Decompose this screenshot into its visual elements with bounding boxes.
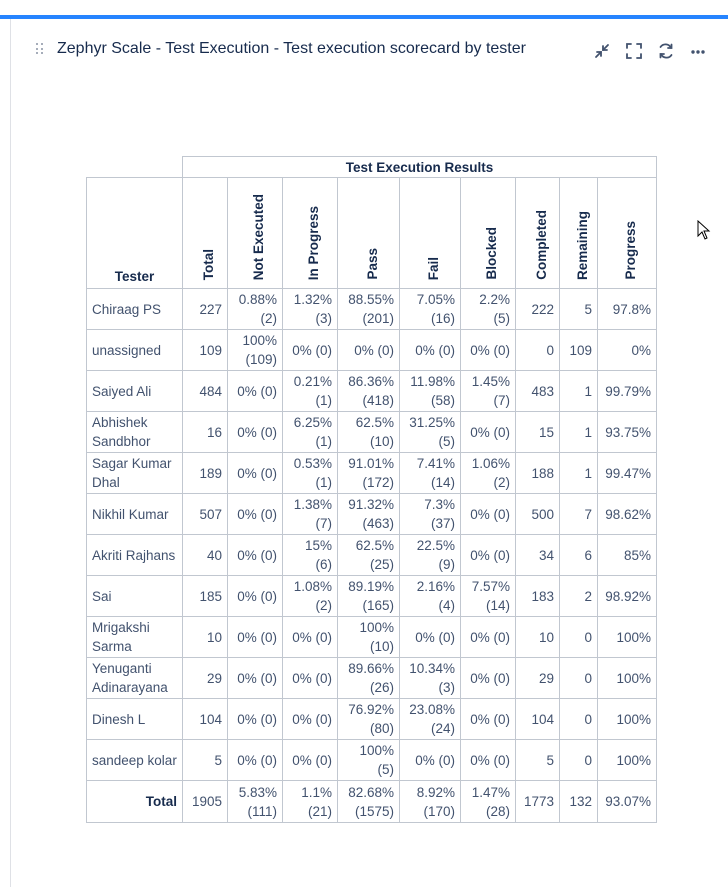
cell-remaining: 132 bbox=[560, 781, 598, 823]
cell-pass: 88.55% (201) bbox=[338, 289, 400, 330]
cell-progress: 100% bbox=[598, 658, 657, 699]
table-row bbox=[87, 699, 657, 740]
table-row bbox=[87, 740, 657, 781]
table-body bbox=[87, 289, 657, 823]
cell-progress: 0% bbox=[598, 330, 657, 371]
cell-remaining: 0 bbox=[560, 658, 598, 699]
cell-in-progress: 0% (0) bbox=[283, 740, 338, 781]
cell-completed: 188 bbox=[516, 453, 560, 494]
cell-remaining: 109 bbox=[560, 330, 598, 371]
cell-not-executed: 5.83% (111) bbox=[228, 781, 283, 823]
refresh-icon[interactable] bbox=[656, 41, 676, 61]
table-row bbox=[87, 494, 657, 535]
cell-tester: Sagar Kumar Dhal bbox=[87, 453, 183, 494]
cell-completed: 104 bbox=[516, 699, 560, 740]
cell-blocked: 2.2% (5) bbox=[461, 289, 516, 330]
collapse-icon[interactable] bbox=[592, 41, 612, 61]
cell-tester: Sai bbox=[87, 576, 183, 617]
cell-fail: 22.5% (9) bbox=[400, 535, 461, 576]
cell-progress: 98.62% bbox=[598, 494, 657, 535]
col-header-blocked: Blocked bbox=[461, 178, 516, 289]
cell-total: 484 bbox=[183, 371, 228, 412]
cell-progress: 85% bbox=[598, 535, 657, 576]
cell-tester: Abhishek Sandbhor bbox=[87, 412, 183, 453]
cell-pass: 86.36% (418) bbox=[338, 371, 400, 412]
cell-fail: 31.25% (5) bbox=[400, 412, 461, 453]
cell-remaining: 0 bbox=[560, 740, 598, 781]
cell-not-executed: 100% (109) bbox=[228, 330, 283, 371]
cell-fail: 0% (0) bbox=[400, 330, 461, 371]
cell-not-executed: 0% (0) bbox=[228, 699, 283, 740]
cell-fail: 2.16% (4) bbox=[400, 576, 461, 617]
cell-not-executed: 0% (0) bbox=[228, 453, 283, 494]
cell-completed: 29 bbox=[516, 658, 560, 699]
col-header-total: Total bbox=[183, 178, 228, 289]
cell-completed: 483 bbox=[516, 371, 560, 412]
cell-in-progress: 1.32% (3) bbox=[283, 289, 338, 330]
cell-blocked: 0% (0) bbox=[461, 412, 516, 453]
table-row bbox=[87, 453, 657, 494]
cell-fail: 7.3% (37) bbox=[400, 494, 461, 535]
cell-completed: 500 bbox=[516, 494, 560, 535]
cell-tester: Saiyed Ali bbox=[87, 371, 183, 412]
cell-completed: 183 bbox=[516, 576, 560, 617]
cell-pass: 91.01% (172) bbox=[338, 453, 400, 494]
cell-remaining: 1 bbox=[560, 453, 598, 494]
col-header-tester: Tester bbox=[87, 178, 183, 289]
cell-fail: 7.41% (14) bbox=[400, 453, 461, 494]
cell-not-executed: 0.88% (2) bbox=[228, 289, 283, 330]
cell-fail: 11.98% (58) bbox=[400, 371, 461, 412]
mouse-cursor-icon bbox=[697, 220, 711, 240]
cell-fail: 0% (0) bbox=[400, 617, 461, 658]
cell-blocked: 0% (0) bbox=[461, 494, 516, 535]
cell-pass: 0% (0) bbox=[338, 330, 400, 371]
cell-blocked: 0% (0) bbox=[461, 699, 516, 740]
cell-not-executed: 0% (0) bbox=[228, 371, 283, 412]
cell-total: 109 bbox=[183, 330, 228, 371]
cell-blocked: 1.06% (2) bbox=[461, 453, 516, 494]
cell-total: 10 bbox=[183, 617, 228, 658]
cell-not-executed: 0% (0) bbox=[228, 740, 283, 781]
cell-blocked: 0% (0) bbox=[461, 658, 516, 699]
col-header-fail: Fail bbox=[400, 178, 461, 289]
cell-not-executed: 0% (0) bbox=[228, 617, 283, 658]
cell-total: 1905 bbox=[183, 781, 228, 823]
cell-in-progress: 0.53% (1) bbox=[283, 453, 338, 494]
cell-pass: 100% (5) bbox=[338, 740, 400, 781]
table-total-row bbox=[87, 781, 657, 823]
cell-pass: 89.19% (165) bbox=[338, 576, 400, 617]
cell-progress: 98.92% bbox=[598, 576, 657, 617]
col-header-progress: Progress bbox=[598, 178, 657, 289]
cell-not-executed: 0% (0) bbox=[228, 412, 283, 453]
cell-progress: 100% bbox=[598, 740, 657, 781]
fullscreen-icon[interactable] bbox=[624, 41, 644, 61]
cell-remaining: 0 bbox=[560, 617, 598, 658]
cell-remaining: 6 bbox=[560, 535, 598, 576]
cell-blocked: 0% (0) bbox=[461, 617, 516, 658]
group-header: Test Execution Results bbox=[183, 157, 657, 178]
cell-tester: Mrigakshi Sarma bbox=[87, 617, 183, 658]
table-row bbox=[87, 658, 657, 699]
cell-not-executed: 0% (0) bbox=[228, 535, 283, 576]
cell-progress: 93.75% bbox=[598, 412, 657, 453]
table-row bbox=[87, 289, 657, 330]
cell-blocked: 0% (0) bbox=[461, 740, 516, 781]
cell-progress: 97.8% bbox=[598, 289, 657, 330]
cell-total: 104 bbox=[183, 699, 228, 740]
cell-tester: Chiraag PS bbox=[87, 289, 183, 330]
cell-in-progress: 0% (0) bbox=[283, 330, 338, 371]
table-row bbox=[87, 330, 657, 371]
cell-completed: 10 bbox=[516, 617, 560, 658]
col-header-completed: Completed bbox=[516, 178, 560, 289]
cell-blocked: 1.45% (7) bbox=[461, 371, 516, 412]
cell-fail: 10.34% (3) bbox=[400, 658, 461, 699]
cell-in-progress: 1.38% (7) bbox=[283, 494, 338, 535]
cell-pass: 82.68% (1575) bbox=[338, 781, 400, 823]
table-corner bbox=[87, 157, 183, 178]
cell-fail: 8.92% (170) bbox=[400, 781, 461, 823]
cell-tester: unassigned bbox=[87, 330, 183, 371]
cell-in-progress: 1.1% (21) bbox=[283, 781, 338, 823]
cell-remaining: 2 bbox=[560, 576, 598, 617]
cell-blocked: 1.47% (28) bbox=[461, 781, 516, 823]
scorecard-table bbox=[86, 156, 657, 823]
cell-blocked: 0% (0) bbox=[461, 330, 516, 371]
cell-total: 40 bbox=[183, 535, 228, 576]
cell-completed: 5 bbox=[516, 740, 560, 781]
cell-in-progress: 15% (6) bbox=[283, 535, 338, 576]
table-row bbox=[87, 412, 657, 453]
cell-blocked: 0% (0) bbox=[461, 535, 516, 576]
cell-pass: 62.5% (10) bbox=[338, 412, 400, 453]
cell-completed: 15 bbox=[516, 412, 560, 453]
col-header-not-executed: Not Executed bbox=[228, 178, 283, 289]
cell-completed: 1773 bbox=[516, 781, 560, 823]
cell-in-progress: 0% (0) bbox=[283, 658, 338, 699]
cell-progress: 100% bbox=[598, 699, 657, 740]
gadget-panel bbox=[10, 19, 728, 887]
cell-pass: 91.32% (463) bbox=[338, 494, 400, 535]
cell-in-progress: 0.21% (1) bbox=[283, 371, 338, 412]
cell-remaining: 1 bbox=[560, 412, 598, 453]
cell-remaining: 5 bbox=[560, 289, 598, 330]
cell-fail: 7.05% (16) bbox=[400, 289, 461, 330]
gadget-header bbox=[11, 19, 728, 81]
cell-completed: 222 bbox=[516, 289, 560, 330]
cell-tester: sandeep kolar bbox=[87, 740, 183, 781]
col-header-in-progress: In Progress bbox=[283, 178, 338, 289]
cell-in-progress: 0% (0) bbox=[283, 617, 338, 658]
cell-blocked: 7.57% (14) bbox=[461, 576, 516, 617]
cell-remaining: 1 bbox=[560, 371, 598, 412]
cell-remaining: 0 bbox=[560, 699, 598, 740]
cell-total: 185 bbox=[183, 576, 228, 617]
more-icon[interactable] bbox=[688, 41, 708, 61]
cell-pass: 76.92% (80) bbox=[338, 699, 400, 740]
cell-not-executed: 0% (0) bbox=[228, 658, 283, 699]
gadget-title: Zephyr Scale - Test Execution - Test execution scorecard by tester bbox=[57, 40, 526, 57]
cell-pass: 62.5% (25) bbox=[338, 535, 400, 576]
drag-handle-icon[interactable] bbox=[36, 43, 44, 55]
cell-progress: 100% bbox=[598, 617, 657, 658]
cell-remaining: 7 bbox=[560, 494, 598, 535]
cell-tester: Total bbox=[87, 781, 183, 823]
cell-in-progress: 1.08% (2) bbox=[283, 576, 338, 617]
cell-tester: Dinesh L bbox=[87, 699, 183, 740]
cell-tester: Yenuganti Adinarayana bbox=[87, 658, 183, 699]
cell-progress: 99.47% bbox=[598, 453, 657, 494]
cell-fail: 23.08% (24) bbox=[400, 699, 461, 740]
col-header-remaining: Remaining bbox=[560, 178, 598, 289]
cell-completed: 0 bbox=[516, 330, 560, 371]
cell-pass: 100% (10) bbox=[338, 617, 400, 658]
cell-in-progress: 0% (0) bbox=[283, 699, 338, 740]
cell-fail: 0% (0) bbox=[400, 740, 461, 781]
cell-tester: Akriti Rajhans bbox=[87, 535, 183, 576]
cell-tester: Nikhil Kumar bbox=[87, 494, 183, 535]
cell-total: 5 bbox=[183, 740, 228, 781]
cell-total: 29 bbox=[183, 658, 228, 699]
cell-progress: 99.79% bbox=[598, 371, 657, 412]
cell-total: 507 bbox=[183, 494, 228, 535]
cell-total: 16 bbox=[183, 412, 228, 453]
cell-progress: 93.07% bbox=[598, 781, 657, 823]
cell-total: 189 bbox=[183, 453, 228, 494]
cell-total: 227 bbox=[183, 289, 228, 330]
table-row bbox=[87, 576, 657, 617]
cell-in-progress: 6.25% (1) bbox=[283, 412, 338, 453]
table-row bbox=[87, 617, 657, 658]
cell-not-executed: 0% (0) bbox=[228, 576, 283, 617]
cell-completed: 34 bbox=[516, 535, 560, 576]
table-row bbox=[87, 371, 657, 412]
col-header-pass: Pass bbox=[338, 178, 400, 289]
cell-pass: 89.66% (26) bbox=[338, 658, 400, 699]
cell-not-executed: 0% (0) bbox=[228, 494, 283, 535]
table-row bbox=[87, 535, 657, 576]
